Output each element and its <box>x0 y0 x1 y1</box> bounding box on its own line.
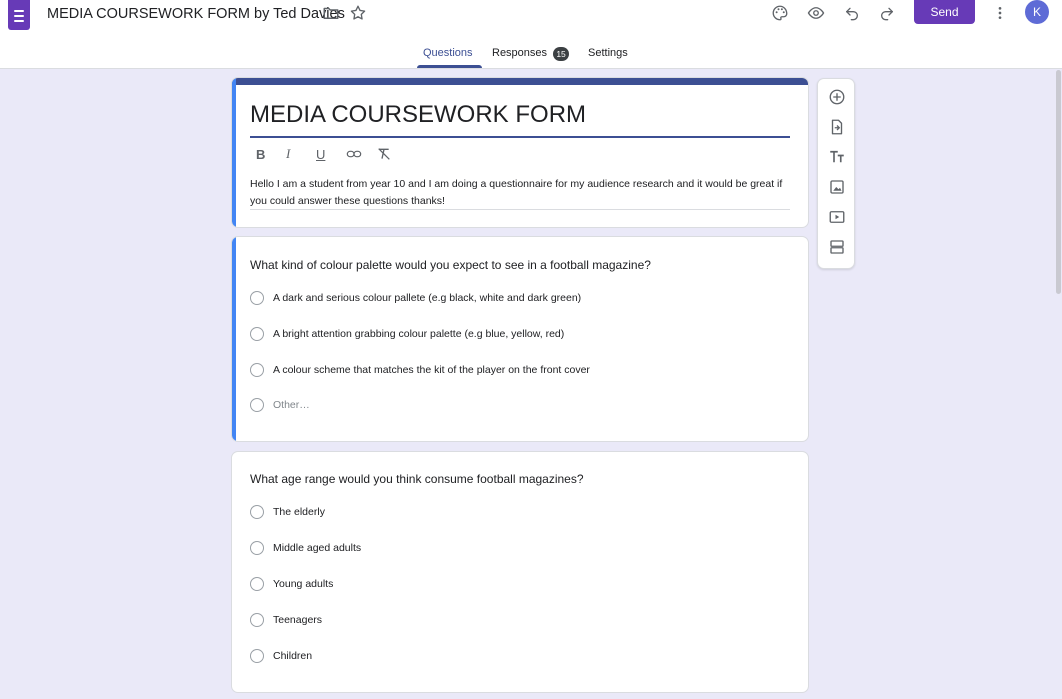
forms-app-icon[interactable] <box>8 0 30 30</box>
tab-responses-label: Responses <box>492 47 548 59</box>
option-row[interactable] <box>250 326 564 342</box>
question-card-1[interactable] <box>231 236 809 442</box>
option-row[interactable] <box>250 540 361 556</box>
add-image-icon[interactable] <box>827 177 847 197</box>
redo-icon[interactable] <box>876 2 898 24</box>
clear-formatting-icon[interactable] <box>376 145 406 163</box>
side-toolbar <box>817 78 855 269</box>
form-header-card[interactable] <box>231 77 809 228</box>
option-label: A bright attention grabbing colour palette (e.g blue, yellow, red) <box>273 328 565 340</box>
import-questions-icon[interactable] <box>827 117 847 137</box>
app-header <box>0 0 1062 69</box>
option-row[interactable] <box>250 576 333 592</box>
option-label: Teenagers <box>273 614 323 626</box>
account-avatar[interactable]: K <box>1025 0 1049 24</box>
tab-questions[interactable]: Questions <box>423 47 473 59</box>
option-row[interactable] <box>250 504 325 520</box>
add-section-icon[interactable] <box>827 237 847 257</box>
responses-count-badge: 15 <box>553 47 569 61</box>
radio-button[interactable] <box>250 577 264 591</box>
radio-button[interactable] <box>250 649 264 663</box>
option-row[interactable] <box>250 362 590 378</box>
option-label: Children <box>273 650 313 662</box>
add-question-icon[interactable] <box>827 87 847 107</box>
tab-responses[interactable] <box>492 44 569 69</box>
option-label: A dark and serious colour pallete (e.g black, white and dark green) <box>273 292 582 304</box>
active-card-indicator <box>232 78 236 227</box>
radio-button[interactable] <box>250 291 264 305</box>
question-card-2[interactable] <box>231 451 809 693</box>
link-icon[interactable] <box>346 145 376 163</box>
option-label: Middle aged adults <box>273 542 362 554</box>
preview-eye-icon[interactable] <box>805 2 827 24</box>
description-underline <box>250 209 790 210</box>
bold-icon[interactable]: B <box>256 146 266 162</box>
form-title[interactable]: MEDIA COURSEWORK FORM <box>250 101 587 128</box>
scrollbar-thumb[interactable] <box>1056 70 1061 294</box>
other-option-label: Other… <box>273 399 310 411</box>
add-video-icon[interactable] <box>827 207 847 227</box>
italic-icon[interactable]: I <box>286 146 291 161</box>
form-accent-bar <box>232 78 808 85</box>
question-title[interactable]: What kind of colour palette would you expect to see in a football magazine? <box>250 258 651 272</box>
radio-button[interactable] <box>250 398 264 412</box>
option-label: The elderly <box>273 506 325 518</box>
radio-button[interactable] <box>250 363 264 377</box>
undo-icon[interactable] <box>841 2 863 24</box>
document-title[interactable]: MEDIA COURSEWORK FORM by Ted Davies <box>47 6 345 22</box>
more-vert-icon[interactable] <box>989 2 1011 24</box>
form-tabs <box>0 44 1062 69</box>
underline-icon[interactable]: U <box>316 146 326 162</box>
option-row[interactable] <box>250 648 312 664</box>
option-row[interactable] <box>250 612 322 628</box>
option-label: A colour scheme that matches the kit of the player on the front cover <box>273 364 590 376</box>
option-row-other[interactable] <box>250 397 310 413</box>
option-label: Young adults <box>273 578 334 590</box>
title-underline <box>250 136 790 138</box>
radio-button[interactable] <box>250 541 264 555</box>
tab-settings[interactable]: Settings <box>588 47 628 59</box>
active-card-indicator <box>232 237 236 441</box>
option-row[interactable] <box>250 290 581 306</box>
palette-icon[interactable] <box>769 2 791 24</box>
add-title-icon[interactable] <box>827 147 847 167</box>
format-toolbar <box>256 145 406 163</box>
radio-button[interactable] <box>250 327 264 341</box>
question-title[interactable]: What age range would you think consume football magazines? <box>250 472 584 486</box>
form-description[interactable]: Hello I am a student from year 10 and I am doing a questionnaire for my audience research and it would be great if you could answer these questions thanks! <box>250 178 783 207</box>
radio-button[interactable] <box>250 505 264 519</box>
active-tab-indicator <box>417 65 482 68</box>
star-icon[interactable] <box>347 2 369 24</box>
folder-icon[interactable] <box>320 2 342 24</box>
radio-button[interactable] <box>250 613 264 627</box>
send-button[interactable]: Send <box>914 0 975 24</box>
